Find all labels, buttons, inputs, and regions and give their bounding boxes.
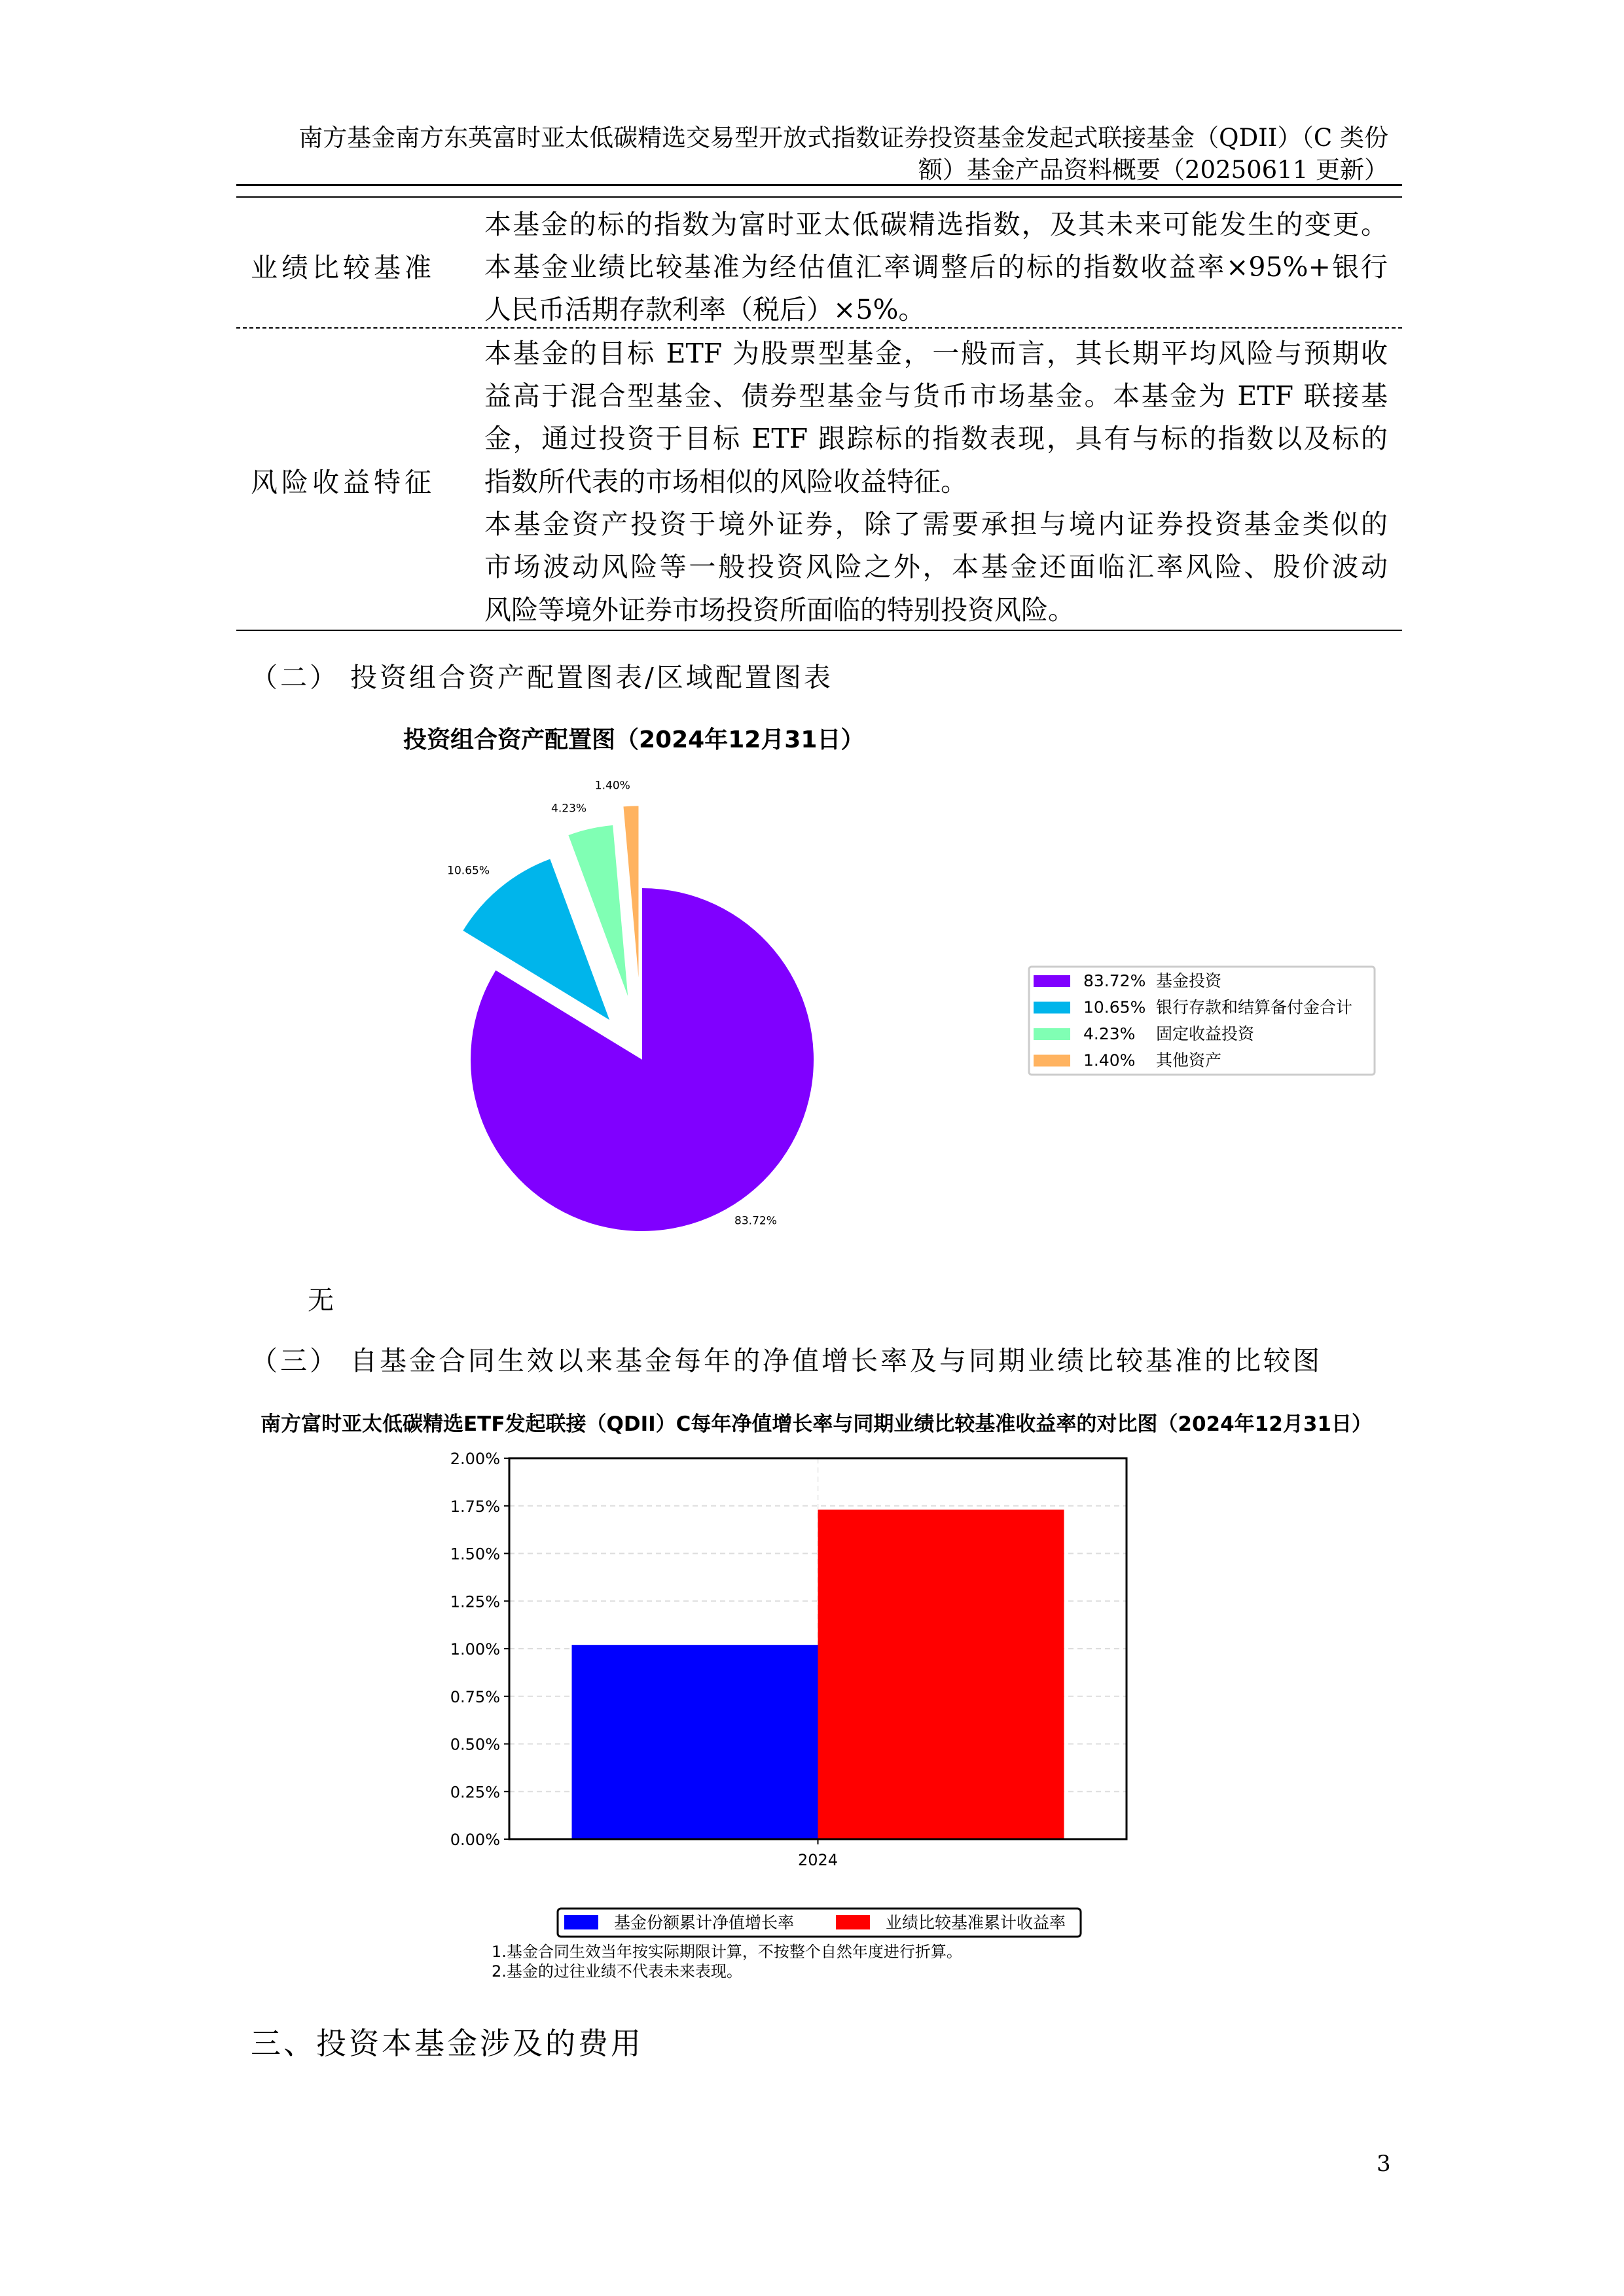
chart-note: 1.基金合同生效当年按实际期限计算，不按整个自然年度进行折算。 bbox=[492, 1943, 962, 1961]
bar-title: 南方富时亚太低碳精选ETF发起联接（QDII）C每年净值增长率与同期业绩比较基准收益率的对比图（2024年12月31日） bbox=[261, 1412, 1372, 1436]
legend-label: 基金份额累计净值增长率 bbox=[614, 1913, 795, 1932]
header-line-1: 南方基金南方东英富时亚太低碳精选交易型开放式指数证券投资基金发起式联接基金（QDII）（C 类份 bbox=[298, 124, 1388, 152]
benchmark-line: 本基金的标的指数为富时亚太低碳精选指数，及其未来可能发生的变更。 bbox=[484, 209, 1388, 240]
chart-note: 2.基金的过往业绩不代表未来表现。 bbox=[492, 1962, 742, 1981]
table-bottom-border bbox=[236, 630, 1402, 631]
risk-line: 本基金的目标 ETF 为股票型基金，一般而言，其长期平均风险与预期收 bbox=[484, 338, 1388, 369]
section-3-heading: （三） 自基金合同生效以来基金每年的净值增长率及与同期业绩比较基准的比较图 bbox=[251, 1345, 1323, 1376]
y-tick-label: 0.25% bbox=[450, 1783, 500, 1802]
y-tick-label: 1.25% bbox=[450, 1592, 500, 1611]
y-tick-label: 0.00% bbox=[450, 1831, 500, 1849]
legend-label: 银行存款和结算备付金合计 bbox=[1156, 997, 1353, 1017]
legend-label: 固定收益投资 bbox=[1156, 1024, 1255, 1043]
legend-value: 10.65% bbox=[1083, 997, 1146, 1017]
y-tick-label: 0.75% bbox=[450, 1687, 500, 1706]
row-label-benchmark: 业绩比较基准 bbox=[251, 252, 435, 283]
bar-benchmark bbox=[818, 1510, 1064, 1839]
pie-slice-label: 10.65% bbox=[447, 864, 490, 878]
risk-line: 益高于混合型基金、债券型基金与货币市场基金。本基金为 ETF 联接基 bbox=[484, 380, 1388, 412]
y-tick-label: 1.50% bbox=[450, 1545, 500, 1564]
section-2-heading: （二） 投资组合资产配置图表/区域配置图表 bbox=[251, 662, 833, 693]
no-regional-chart-text: 无 bbox=[308, 1285, 334, 1316]
pie-slice bbox=[623, 806, 638, 977]
header-rule bbox=[236, 184, 1402, 186]
risk-line: 指数所代表的市场相似的风险收益特征。 bbox=[484, 466, 967, 497]
risk-line: 本基金资产投资于境外证券，除了需要承担与境内证券投资基金类似的 bbox=[484, 509, 1388, 540]
legend-swatch bbox=[836, 1915, 870, 1929]
risk-line: 市场波动风险等一般投资风险之外，本基金还面临汇率风险、股价波动 bbox=[484, 551, 1388, 583]
bar-fund bbox=[572, 1645, 818, 1839]
legend-swatch bbox=[1034, 975, 1070, 987]
row-divider bbox=[236, 327, 1402, 329]
bar-chart bbox=[0, 1401, 1624, 1990]
y-tick-label: 2.00% bbox=[450, 1450, 500, 1468]
legend-value: 83.72% bbox=[1083, 971, 1146, 990]
pie-title: 投资组合资产配置图（2024年12月31日） bbox=[403, 726, 865, 753]
pie-slice-label: 83.72% bbox=[734, 1214, 777, 1228]
risk-line: 风险等境外证券市场投资所面临的特别投资风险。 bbox=[484, 594, 1075, 626]
legend-label: 业绩比较基准累计收益率 bbox=[886, 1913, 1066, 1932]
pie-chart bbox=[0, 707, 1624, 1296]
legend-swatch bbox=[1034, 1055, 1070, 1067]
legend-value: 1.40% bbox=[1083, 1050, 1136, 1070]
y-tick-label: 1.75% bbox=[450, 1497, 500, 1516]
legend-swatch bbox=[564, 1915, 598, 1929]
table-top-border bbox=[236, 196, 1402, 198]
page-number: 3 bbox=[1377, 2151, 1391, 2177]
fees-section-heading: 三、投资本基金涉及的费用 bbox=[251, 2026, 643, 2061]
x-tick-label: 2024 bbox=[797, 1851, 839, 1869]
legend-value: 4.23% bbox=[1083, 1024, 1136, 1043]
row-label-risk: 风险收益特征 bbox=[251, 467, 435, 498]
pie-slice-label: 4.23% bbox=[551, 802, 587, 816]
pie-slice-label: 1.40% bbox=[594, 779, 630, 793]
benchmark-line: 人民币活期存款利率（税后）×5%。 bbox=[484, 294, 926, 325]
legend-swatch bbox=[1034, 1028, 1070, 1040]
header-line-2: 额）基金产品资料概要（20250611 更新） bbox=[918, 156, 1388, 184]
y-tick-label: 1.00% bbox=[450, 1640, 500, 1659]
benchmark-line: 本基金业绩比较基准为经估值汇率调整后的标的指数收益率×95%+银行 bbox=[484, 251, 1388, 283]
legend-swatch bbox=[1034, 1002, 1070, 1014]
legend-label: 其他资产 bbox=[1156, 1050, 1222, 1070]
legend-label: 基金投资 bbox=[1156, 971, 1222, 990]
risk-line: 金，通过投资于目标 ETF 跟踪标的指数表现，具有与标的指数以及标的 bbox=[484, 423, 1388, 454]
y-tick-label: 0.50% bbox=[450, 1735, 500, 1754]
